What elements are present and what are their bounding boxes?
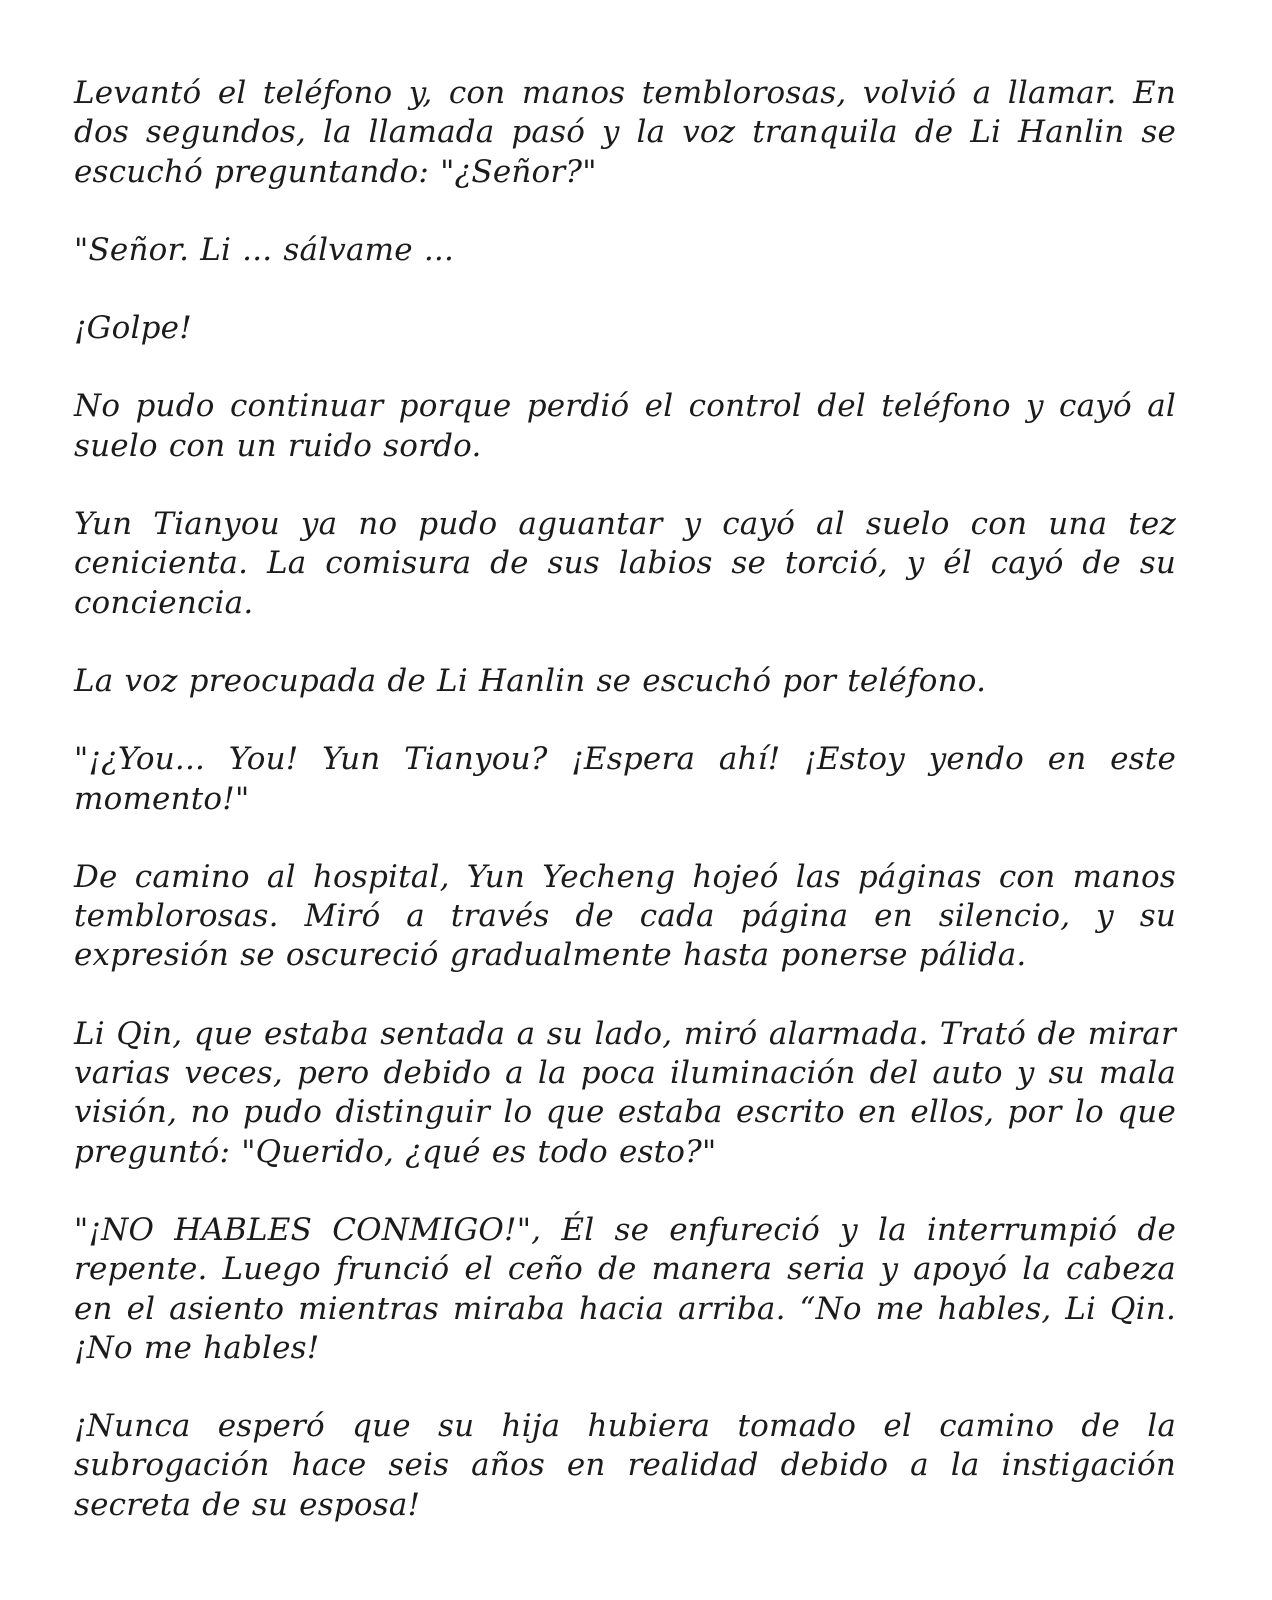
paragraph: Yun Tianyou ya no pudo aguantar y cayó al suelo con una tez cenicienta. La comisura de sus labios se torció, y él cayó de su conciencia. (74, 506, 1176, 621)
paragraph: Levantó el teléfono y, con manos temblorosas, volvió a llamar. En dos segundos, la llamada pasó y la voz tranquila de Li Hanlin se escuchó preguntando: "¿Señor?" (74, 75, 1176, 190)
paragraph: ¡Golpe! (74, 310, 192, 347)
paragraph: La voz preocupada de Li Hanlin se escuchó por teléfono. (74, 662, 987, 699)
paragraph: De camino al hospital, Yun Yecheng hojeó las páginas con manos temblorosas. Miró a través de cada página en silencio, y su expresión se oscureció gradualmente hasta ponerse pálida. (74, 858, 1176, 974)
paragraph: "Señor. Li ... sálvame ... (74, 231, 455, 268)
paragraph: "¡NO HABLES CONMIGO!", Él se enfureció y la interrumpió de repente. Luego frunció el ceño de manera seria y apoyó la cabeza en el asiento mientras miraba hacia arriba. “No me hables, Li Qin. ¡No me hables! (74, 1211, 1176, 1366)
paragraph: "¡¿You... You! Yun Tianyou? ¡Espera ahí! ¡Estoy yendo en este momento!" (74, 741, 1176, 817)
paragraph: ¡Nunca esperó que su hija hubiera tomado el camino de la subrogación hace seis años en realidad debido a la instigación secreta de su esposa! (74, 1408, 1176, 1523)
paragraph: No pudo continuar porque perdió el control del teléfono y cayó al suelo con un ruido sordo. (74, 388, 1176, 464)
paragraph: Li Qin, que estaba sentada a su lado, miró alarmada. Trató de mirar varias veces, pero debido a la poca iluminación del auto y su mala visión, no pudo distinguir lo que estaba escrito en ellos, por lo que preguntó: "Querido, ¿qué es todo esto?" (74, 1015, 1176, 1170)
